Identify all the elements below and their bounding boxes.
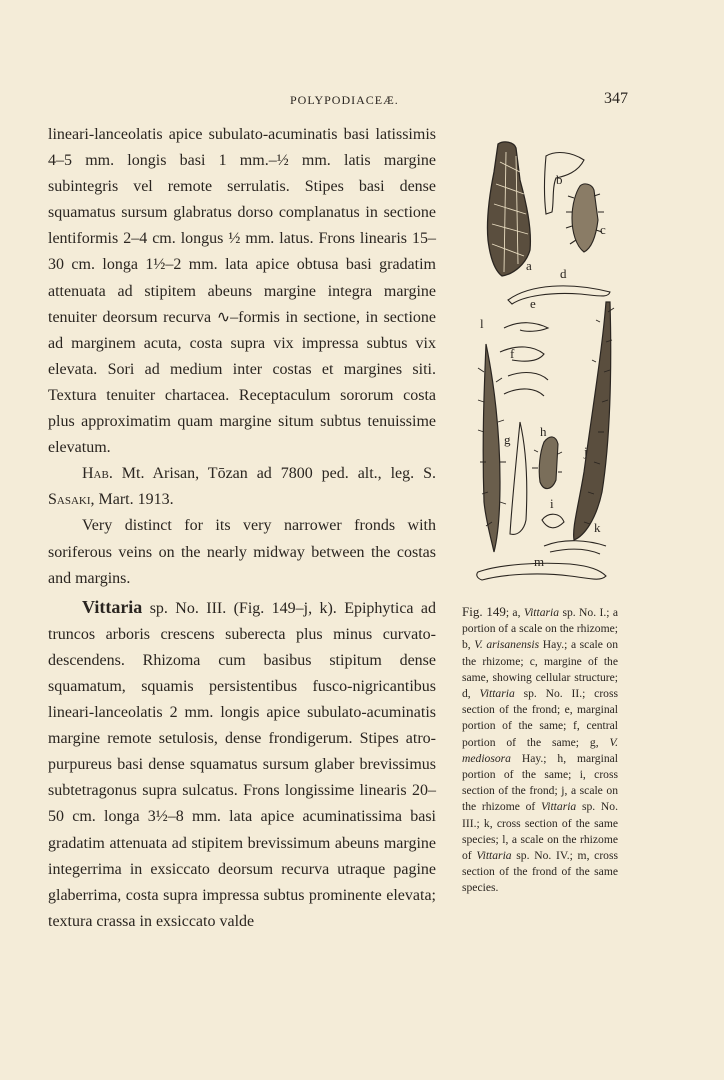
page-number: 347 <box>604 90 628 107</box>
scale-l-drawing <box>478 344 506 552</box>
caption-italic: Vittaria <box>476 849 512 863</box>
caption-italic: Vittaria <box>479 687 515 701</box>
marginal-e-drawing <box>504 323 548 332</box>
figure-label-e: e <box>530 296 536 311</box>
caption-italic: Vittaria <box>541 800 577 814</box>
figure-label-j: j <box>584 444 588 459</box>
figure-label-g: g <box>504 432 511 447</box>
running-head: POLYPODIACEÆ. <box>290 93 399 107</box>
figure-label-a: a <box>526 258 532 273</box>
figure-label-m: m <box>534 554 545 569</box>
figure-caption <box>462 604 618 897</box>
figure-label-l: l <box>480 316 484 331</box>
habitat-text-b: , Mart. 1913. <box>90 491 174 509</box>
figure-label-f: f <box>510 346 515 361</box>
scale-j-drawing <box>574 302 614 540</box>
caption-italic: V. arisanensis <box>474 638 540 652</box>
caption-part: sp. No. III.; k, cross section of the same species; l, a scale on the rhizome of <box>462 800 618 863</box>
figure-label-c: c <box>600 222 606 237</box>
collector-name: S. Sasaki <box>48 465 436 509</box>
note-paragraph: Very distinct for its very narrower fronds with soriferous veins on the nearly midway between the costas and margins. <box>48 517 436 587</box>
habitat-text-a: Mt. Arisan, Tōzan ad 7800 ped. alt., leg. <box>112 465 424 483</box>
caption-part: ; a, <box>505 606 524 619</box>
figure-label-d: d <box>560 266 567 281</box>
caption-title: Fig. 149 <box>462 604 506 619</box>
caption-text <box>462 604 618 897</box>
caption-part: sp. No. IV.; m, cross section of the frond of the same species. <box>462 849 618 895</box>
species-heading-rest: sp. No. III. (Fig. 149–j, k). <box>142 599 337 617</box>
figure-label-b: b <box>556 172 563 187</box>
cross-section-i-drawing <box>542 514 564 528</box>
margin-h-drawing <box>532 437 562 489</box>
species-paragraph <box>48 594 436 935</box>
figure-label-i: i <box>550 496 554 511</box>
caption-italic: V. mediosora <box>462 735 618 765</box>
habitat-label: Hab. <box>82 465 113 483</box>
main-text-column <box>48 122 436 935</box>
description-paragraph: lineari-lanceolatis apice subulato-acuminatis basi latissimis 4–5 mm. longis basi 1 mm.–½ mm. latis margine subintegris vel remote serrulatis. Stipes basi dense squamatus sursum glabratus dorso complanatus in sectione lentiformis 2–4 cm. longus ½ mm. latus. Frons linearis 15–30 cm. longa 1½–2 mm. lata apice obtusa basi gradatim attenuata ad stipitem abeuns margine integra margine tenuiter deorsum recurva ∿–formis in sectione, in sectione ad marginem acuta, costa supra vix impressa subtus vix elevata. Sori ad medium inter costas et margines siti. Textura tenuiter chartacea. Receptaculum sororum costa plus approximatim quam margine situm subtus tenuissime elevatum. <box>48 126 436 457</box>
caption-italic: Vittaria <box>523 606 560 619</box>
central-f-drawing <box>500 347 548 396</box>
caption-part: sp. No. I.; a portion of a scale on the rhizome; b, <box>462 606 619 652</box>
habitat-paragraph <box>48 461 436 513</box>
scale-g-drawing <box>510 422 527 534</box>
figure-149-illustration <box>460 132 660 592</box>
figure-label-h: h <box>540 424 547 439</box>
genus-heading: Vittaria <box>82 596 143 617</box>
caption-part: Hay.; a scale on the rhizome; c, margine of the same, showing cellular structure; d, <box>462 638 618 701</box>
cross-section-d-drawing <box>508 286 610 304</box>
cross-section-k-drawing <box>544 541 606 554</box>
figure-label-k: k <box>594 520 601 535</box>
scale-a-drawing <box>487 142 530 276</box>
caption-part: sp. No. II.; cross section of the frond; e, marginal portion of the same; f, central portion of the same; g, <box>462 687 618 749</box>
caption-part: Hay.; h, marginal portion of the same; i, cross section of the frond; j, a scale on the rhizome of <box>462 751 618 814</box>
margin-c-drawing <box>566 184 604 252</box>
species-description: Epiphytica ad truncos arboris crescens suberecta plus minus curvato-descendens. Rhizoma cum basibus stipitum dense squamatum, squamis persistentibus fusco-nigricantibus lineari-lanceolatis 2 mm. longis apice subulato-acuminatis margine remote setulosis, dense frondigerum. Stipes atro-purpureus basi dense squamatus sursum glaber brevissimus subtetragonus supra sulcatus. Frons longissime linearis 20–50 cm. longa 3½–8 mm. lata apice acuminatissima basi gradatim attenuata ad stipitem brevissimum abeuns margine integerrima in exsiccato deorsum recurva utraque pagine glaberrima, costa supra impressa subtus prominente elevata; textura crassa in exsiccato valde <box>48 599 436 930</box>
